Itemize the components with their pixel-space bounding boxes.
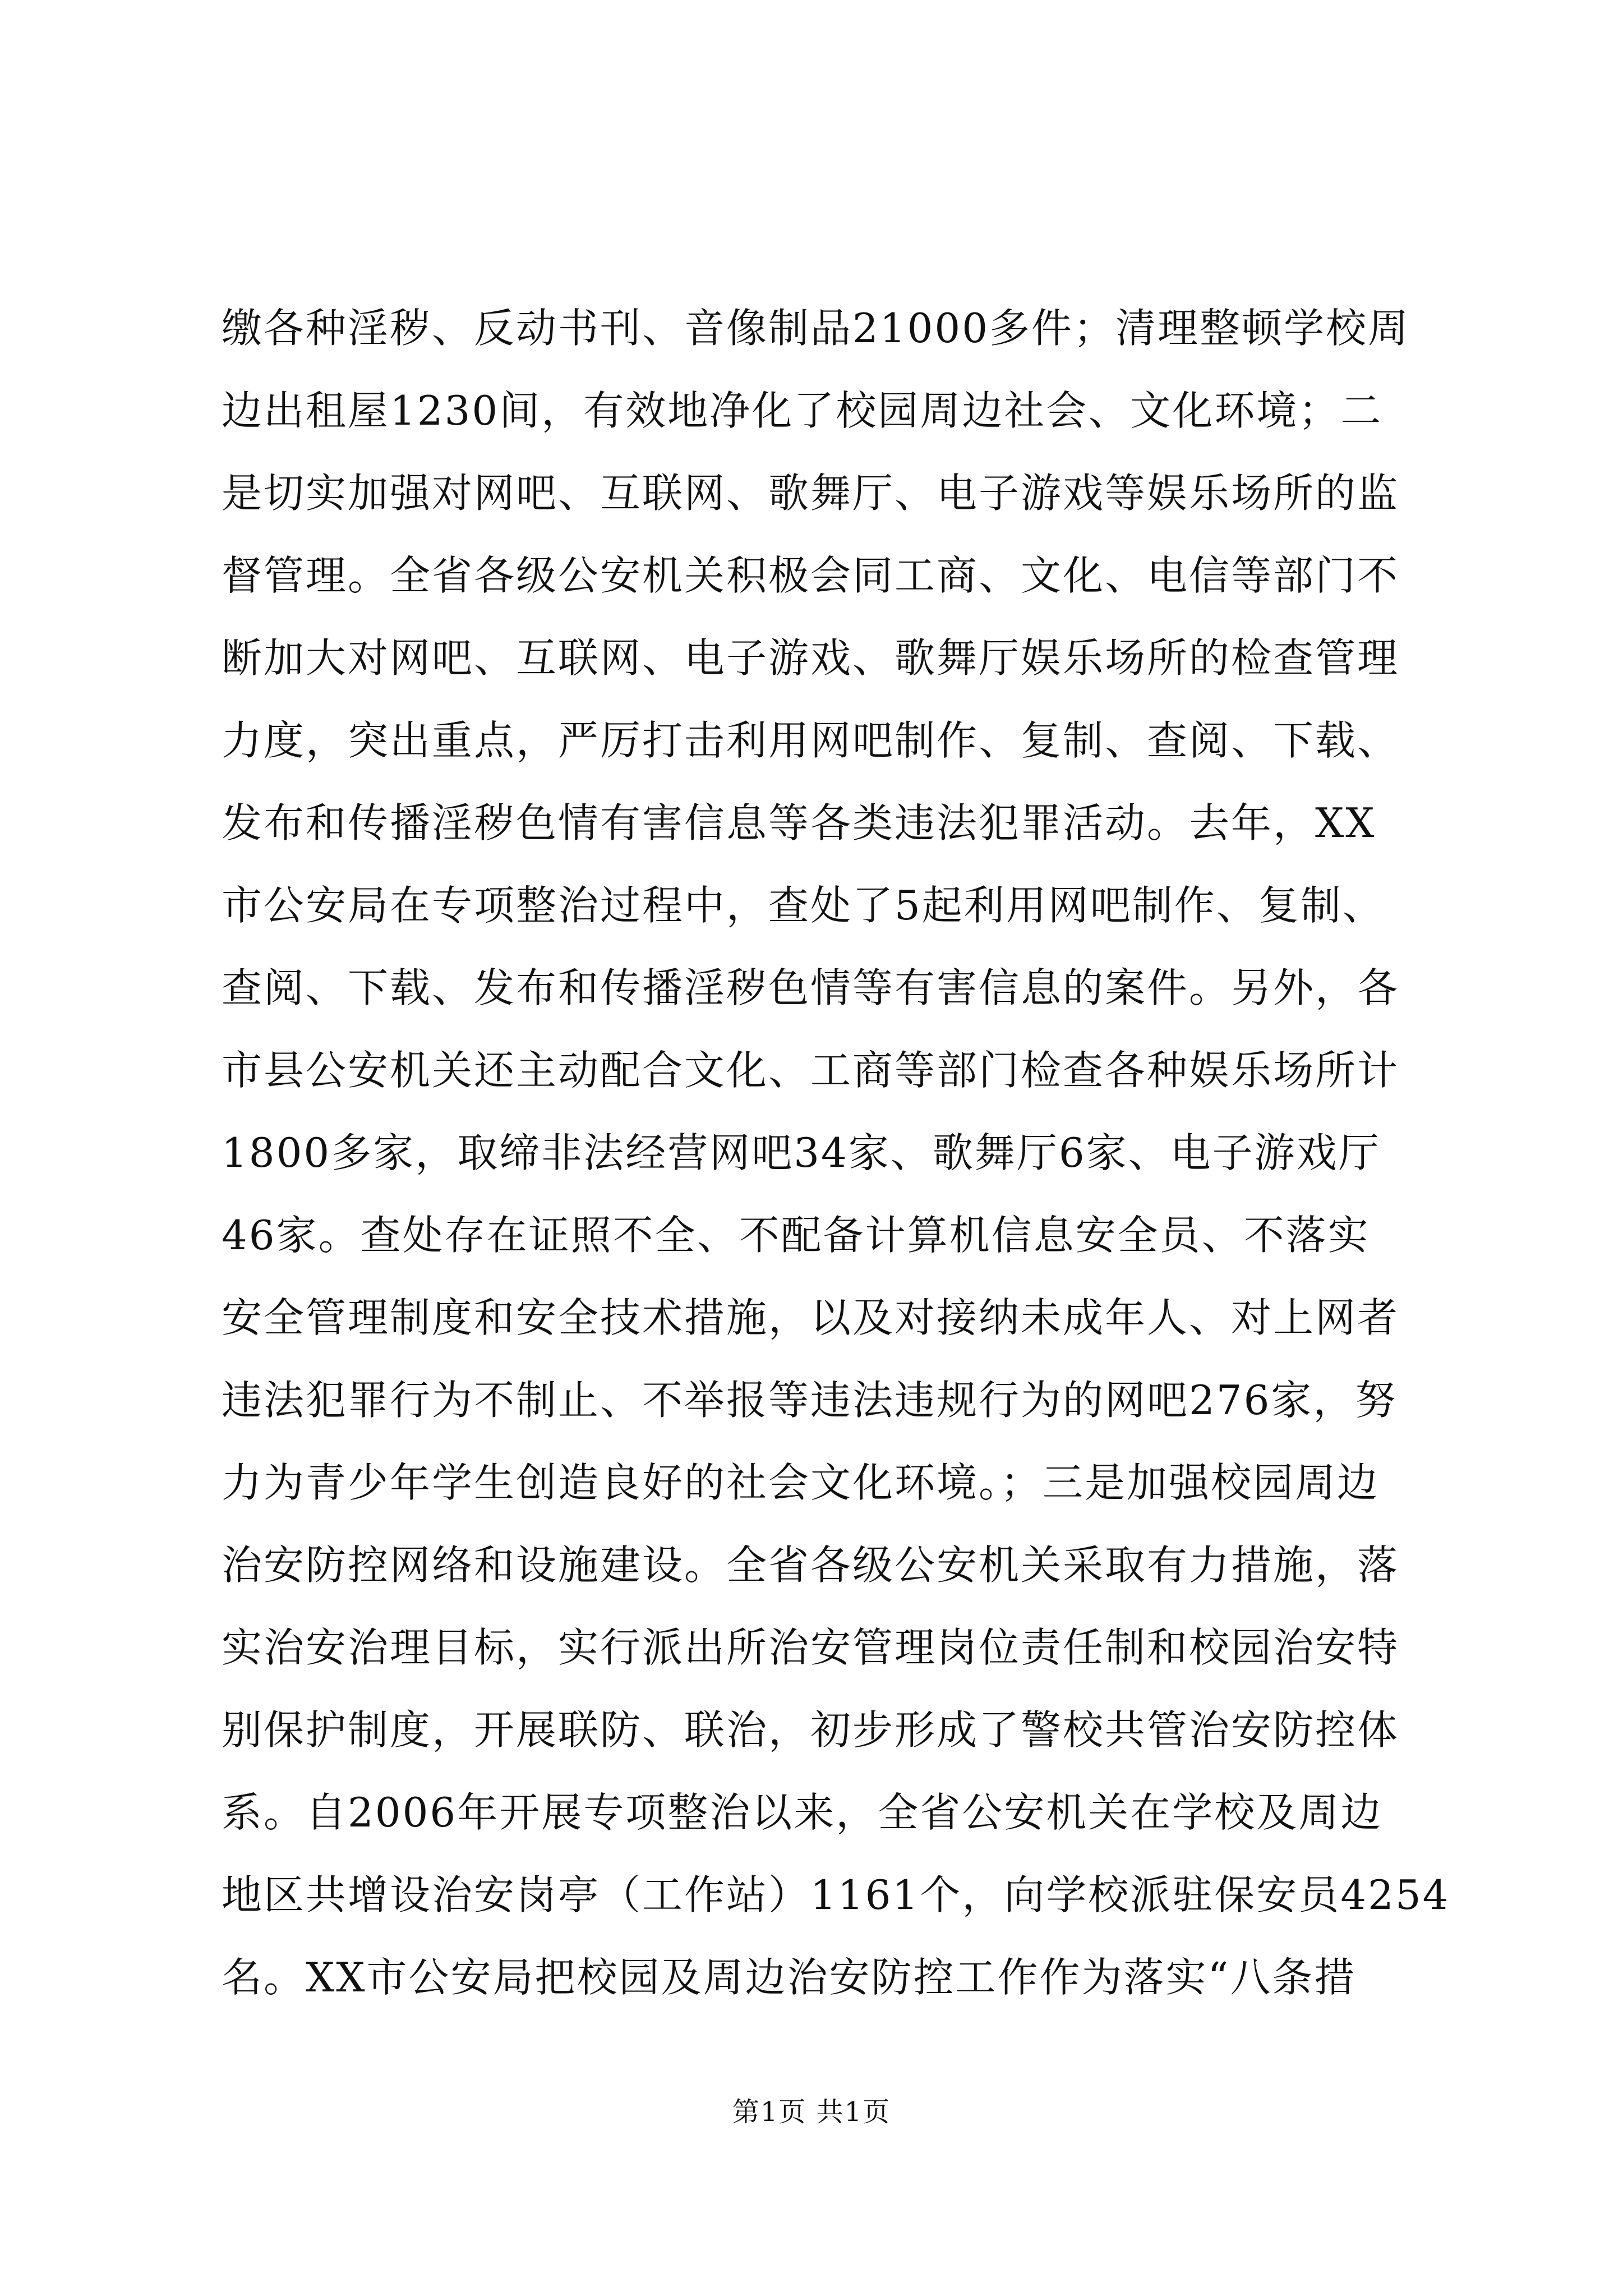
- text-line: 46家。查处存在证照不全、不配备计算机信息安全员、不落实: [222, 1212, 1370, 1259]
- text-line: 别保护制度，开展联防、联治，初步形成了警校共管治安防控体: [222, 1706, 1400, 1754]
- text-line: 治安防控网络和设施建设。全省各级公安机关采取有力措施，落: [222, 1542, 1400, 1589]
- text-line: 是切实加强对网吧、互联网、歌舞厅、电子游戏等娱乐场所的监: [222, 470, 1400, 517]
- text-line: 地区共增设治安岗亭（工作站）1161个，向学校派驻保安员4254: [222, 1871, 1450, 1918]
- page-footer: 第1页 共1页: [732, 2096, 891, 2128]
- text-line: 市县公安机关还主动配合文化、工商等部门检查各种娱乐场所计: [222, 1047, 1400, 1094]
- text-line: 督管理。全省各级公安机关积极会同工商、文化、电信等部门不: [222, 552, 1400, 599]
- text-line: 名。XX市公安局把校园及周边治安防控工作作为落实“八条措: [222, 1954, 1357, 2001]
- text-line: 缴各种淫秽、反动书刊、音像制品21000多件；清理整顿学校周: [222, 305, 1410, 352]
- body-text: [222, 287, 1450, 2019]
- text-line: 安全管理制度和安全技术措施，以及对接纳未成年人、对上网者: [222, 1294, 1400, 1341]
- text-line: 系。自2006年开展专项整治以来，全省公安机关在学校及周边: [222, 1789, 1383, 1836]
- text-line: 违法犯罪行为不制止、不举报等违法违规行为的网吧276家，努: [222, 1377, 1398, 1424]
- text-line: 力度，突出重点，严厉打击利用网吧制作、复制、查阅、下载、: [222, 717, 1400, 764]
- text-line: 查阅、下载、发布和传播淫秽色情等有害信息的案件。另外，各: [222, 964, 1400, 1011]
- text-line: 1800多家，取缔非法经营网吧34家、歌舞厅6家、电子游戏厅: [222, 1129, 1381, 1176]
- text-line: 断加大对网吧、互联网、电子游戏、歌舞厅娱乐场所的检查管理: [222, 634, 1400, 682]
- text-line: 发布和传播淫秽色情有害信息等各类违法犯罪活动。去年，XX: [222, 799, 1376, 846]
- text-line: 边出租屋1230间，有效地净化了校园周边社会、文化环境；二: [222, 387, 1383, 434]
- text-line: 力为青少年学生创造良好的社会文化环境。；三是加强校园周边: [222, 1459, 1380, 1506]
- text-line: 实治安治理目标，实行派出所治安管理岗位责任制和校园治安特: [222, 1624, 1400, 1671]
- text-line: 市公安局在专项整治过程中，查处了5起利用网吧制作、复制、: [222, 882, 1385, 929]
